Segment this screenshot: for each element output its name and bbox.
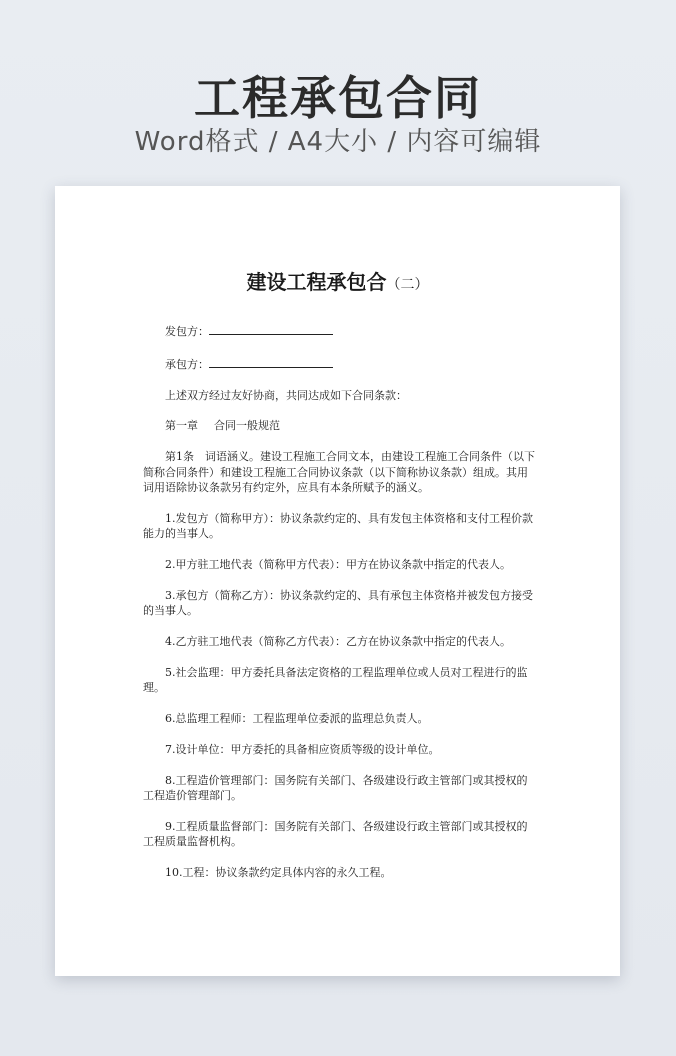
clause-paragraph: 8.工程造价管理部门：国务院有关部门、各级建设行政主管部门或其授权的工程造价管理部门。: [143, 773, 528, 802]
clause-paragraph: 9.工程质量监督部门：国务院有关部门、各级建设行政主管部门或其授权的工程质量监督机构。: [143, 819, 528, 849]
clause-paragraph: 3.承包方（简称乙方）：协议条款约定的、具有承包主体资格并被发包方接受的当事人。: [143, 588, 533, 618]
clause-paragraph: 6.总监理工程师：工程监理单位委派的监理总负责人。: [165, 712, 429, 725]
clause-paragraph: 第1条 词语涵义。建设工程施工合同文本，由建设工程施工合同条件（以下简称合同条件）和建设工程施工合同协议条款（以下简称协议条款）组成。其用词用语除协议条款另有约定外，应具有本条所赋予的涵义。: [143, 450, 535, 494]
party-b-line: [143, 355, 535, 372]
party-a-label: 发包方：: [165, 325, 209, 338]
chapter-title: 合同一般规范: [214, 419, 280, 433]
document-title-suffix: （二）: [386, 277, 429, 293]
document-body: [143, 322, 535, 896]
party-a-line: [143, 322, 535, 339]
clause-paragraph: 1.发包方（简称甲方）：协议条款约定的、具有发包主体资格和支付工程价款能力的当事人。: [143, 511, 533, 541]
clause-paragraph: 2.甲方驻工地代表（简称甲方代表）：甲方在协议条款中指定的代表人。: [165, 558, 511, 571]
banner-subtitle: Word格式 / A4大小 / 内容可编辑: [134, 127, 542, 157]
chapter-heading: [143, 418, 535, 433]
document-page: [55, 186, 620, 976]
party-b-label: 承包方：: [165, 357, 209, 371]
document-title-main: 建设工程承包合: [246, 270, 387, 294]
party-a-blank: [209, 322, 333, 335]
clause-paragraph: 7.设计单位：甲方委托的具备相应资质等级的设计单位。: [165, 742, 440, 756]
intro-paragraph: 上述双方经过友好协商，共同达成如下合同条款：: [165, 388, 407, 402]
clause-paragraph: 4.乙方驻工地代表（简称乙方代表）：乙方在协议条款中指定的代表人。: [165, 635, 511, 648]
party-b-blank: [209, 355, 333, 368]
clause-paragraph: 5.社会监理：甲方委托具备法定资格的工程监理单位或人员对工程进行的监理。: [143, 665, 528, 695]
banner-title: 工程承包合同: [194, 71, 482, 125]
chapter-number: 第一章: [165, 419, 198, 433]
document-title: [55, 266, 620, 295]
clause-paragraph: 10.工程：协议条款约定具体内容的永久工程。: [165, 866, 392, 879]
